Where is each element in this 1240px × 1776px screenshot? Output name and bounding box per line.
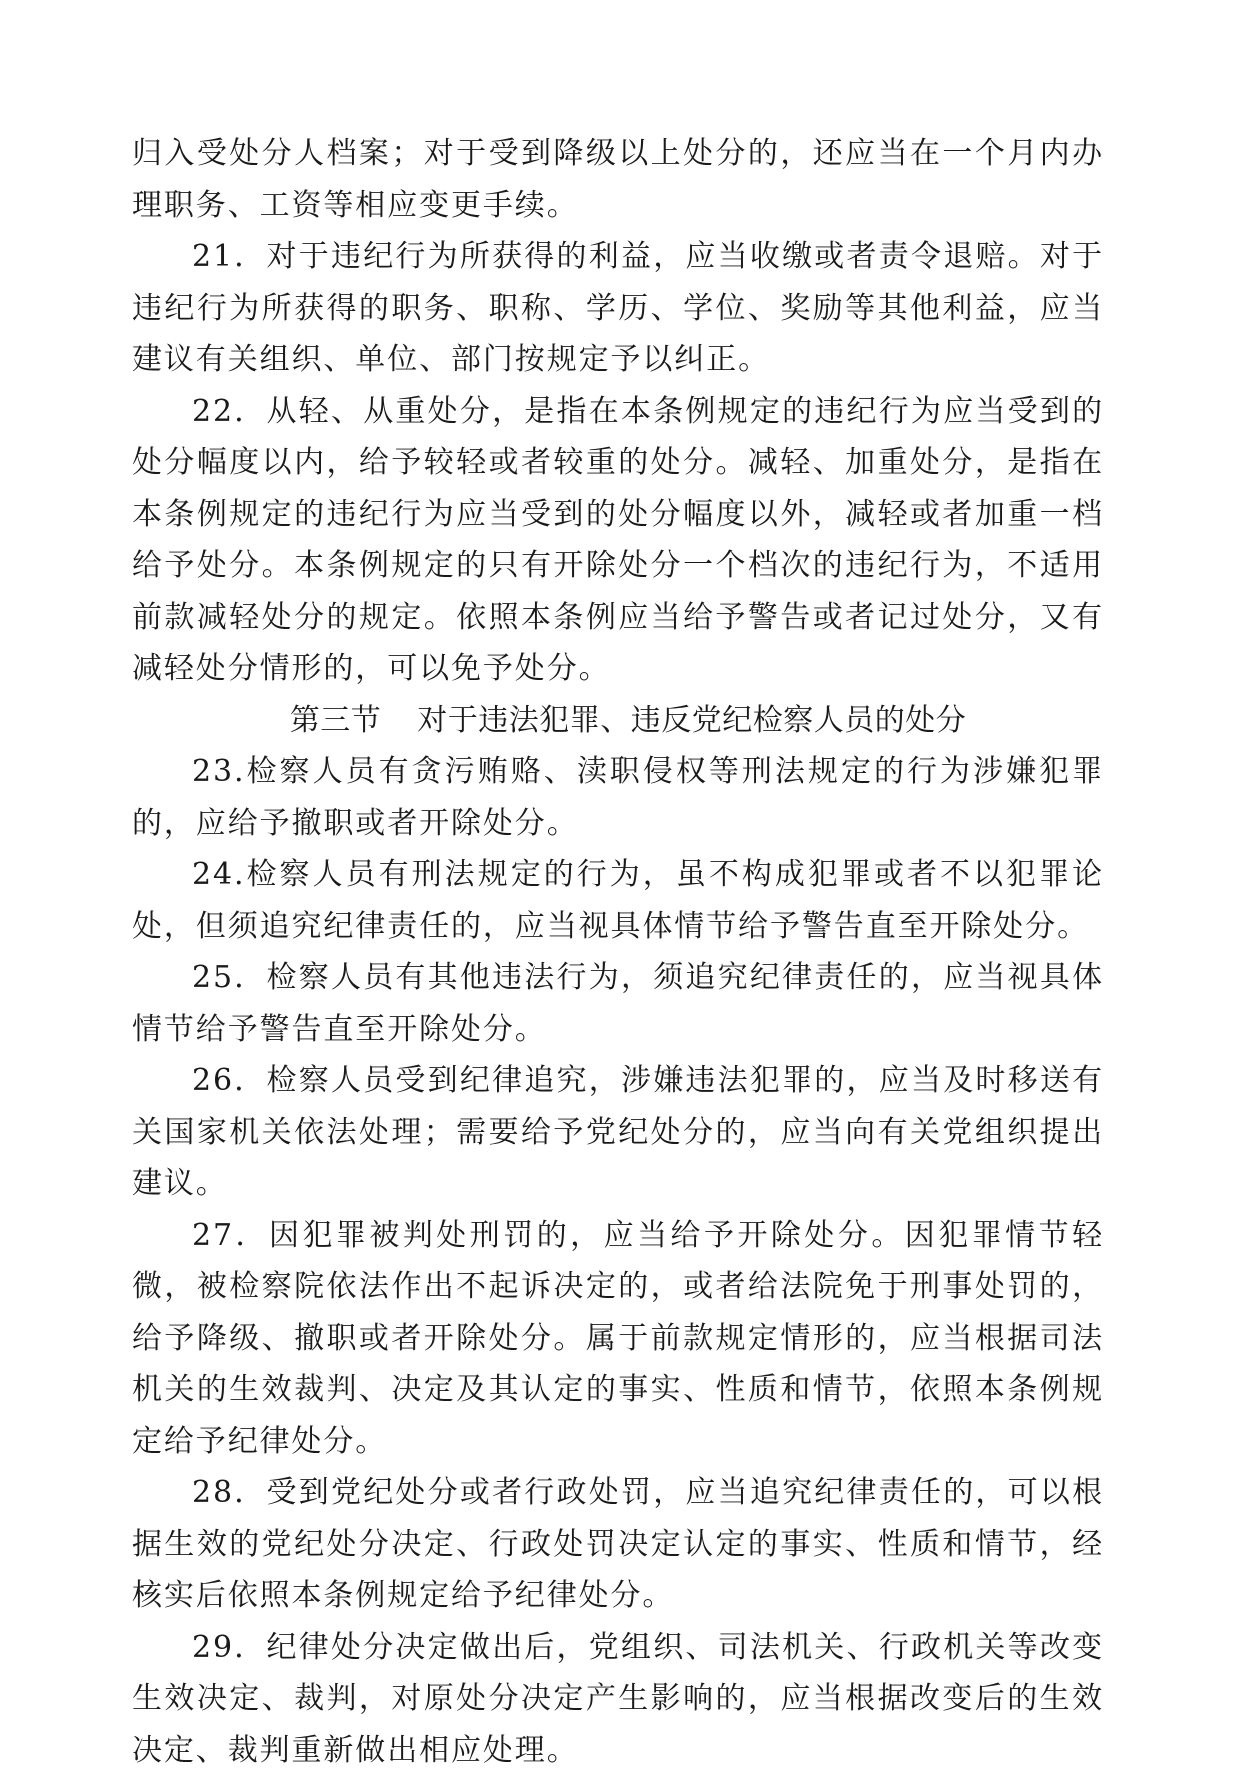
section-heading: [132, 695, 1104, 747]
section-title: 对于违法犯罪、违反党纪检察人员的处分: [417, 703, 966, 738]
section-number: 第三节: [290, 703, 382, 738]
paragraph-26: 26．检察人员受到纪律追究，涉嫌违法犯罪的，应当及时移送有关国家机关依法处理；需要给予党纪处分的，应当向有关党组织提出建议。: [132, 1055, 1104, 1210]
paragraph-25: 25．检察人员有其他违法行为，须追究纪律责任的，应当视具体情节给予警告直至开除处分。: [132, 952, 1104, 1055]
paragraph-28: 28．受到党纪处分或者行政处罚，应当追究纪律责任的，可以根据生效的党纪处分决定、行政处罚决定认定的事实、性质和情节，经核实后依照本条例规定给予纪律处分。: [132, 1467, 1104, 1622]
paragraph-21: 21．对于违纪行为所获得的利益，应当收缴或者责令退赔。对于违纪行为所获得的职务、职称、学历、学位、奖励等其他利益，应当建议有关组织、单位、部门按规定予以纠正。: [132, 231, 1104, 386]
paragraph-23: 23.检察人员有贪污贿赂、渎职侵权等刑法规定的行为涉嫌犯罪的，应给予撤职或者开除处分。: [132, 746, 1104, 849]
paragraph-29: 29．纪律处分决定做出后，党组织、司法机关、行政机关等改变生效决定、裁判，对原处分决定产生影响的，应当根据改变后的生效决定、裁判重新做出相应处理。: [132, 1622, 1104, 1776]
paragraph-continuation: 归入受处分人档案；对于受到降级以上处分的，还应当在一个月内办理职务、工资等相应变更手续。: [132, 128, 1104, 231]
document-body: [132, 128, 1104, 1776]
paragraph-22: 22．从轻、从重处分，是指在本条例规定的违纪行为应当受到的处分幅度以内，给予较轻或者较重的处分。减轻、加重处分，是指在本条例规定的违纪行为应当受到的处分幅度以外，减轻或者加重一档给予处分。本条例规定的只有开除处分一个档次的违纪行为，不适用前款减轻处分的规定。依照本条例应当给予警告或者记过处分，又有减轻处分情形的，可以免予处分。: [132, 386, 1104, 695]
paragraph-27: 27．因犯罪被判处刑罚的，应当给予开除处分。因犯罪情节轻微，被检察院依法作出不起诉决定的，或者给法院免于刑事处罚的，给予降级、撤职或者开除处分。属于前款规定情形的，应当根据司法机关的生效裁判、决定及其认定的事实、性质和情节，依照本条例规定给予纪律处分。: [132, 1210, 1104, 1468]
paragraph-24: 24.检察人员有刑法规定的行为，虽不构成犯罪或者不以犯罪论处，但须追究纪律责任的，应当视具体情节给予警告直至开除处分。: [132, 849, 1104, 952]
